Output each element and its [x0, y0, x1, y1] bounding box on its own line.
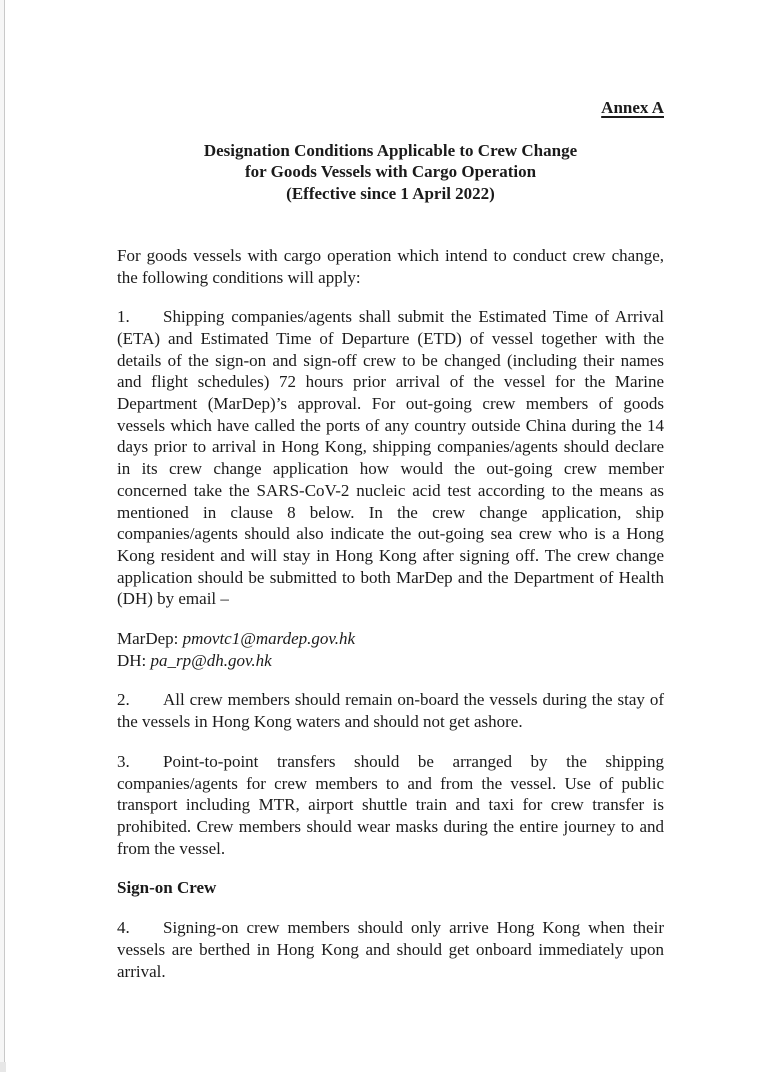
page-left-edge-end [0, 1062, 6, 1072]
section-heading-sign-on-crew: Sign-on Crew [117, 878, 217, 898]
clause-2-text: All crew members should remain on-board the vessels during the stay of the vessels in Hong Kong waters and should not get ashore. [117, 690, 664, 732]
clause-3-text: Point-to-point transfers should be arranged by the shipping companies/agents for crew members to and from the vessel. Use of public transport including MTR, airport shuttle train and taxi for crew transfer is prohibited. Crew members should wear masks during the entire journey to and from the vessel. [117, 751, 664, 858]
contact-emails [117, 628, 664, 671]
contact-dh-label: DH: [117, 650, 147, 670]
clause-4-text: Signing-on crew members should only arrive Hong Kong when their vessels are berthed in Hong Kong and should get onboard immediately upon arrival. [117, 918, 664, 981]
document-title [117, 140, 664, 205]
contact-dh-email: pa_rp@dh.gov.hk [150, 650, 272, 670]
contact-mardep [117, 628, 664, 650]
contact-dh [117, 650, 664, 672]
page-left-edge [0, 0, 5, 1062]
clause-3-number: 3. [117, 751, 130, 771]
clause-4-number: 4. [117, 918, 130, 938]
annex-label: Annex A [601, 98, 664, 117]
clause-4 [117, 917, 664, 982]
clause-1-text: Shipping companies/agents shall submit the Estimated Time of Arrival (ETA) and Estimated Time of Departure (ETD) of vessel together with the details of the sign-on and sign-off crew to be changed (including their names and flight schedules) 72 hours prior arrival of the vessel for the Marine Department (MarDep)’s approval. For out-going crew members of goods vessels which have called the ports of any country outside China during the 14 days prior to arrival in Hong Kong, shipping companies/agents should declare in its crew change application how would the out-going crew member concerned take the SARS-CoV-2 nucleic acid test according to the means as mentioned in clause 8 below. In the crew change application, ship companies/agents should also indicate the out-going sea crew who is a Hong Kong resident and will stay in Hong Kong after signing off. The crew change application should be submitted to both MarDep and the Department of Health (DH) by email – [117, 307, 664, 609]
title-line-1: Designation Conditions Applicable to Crew Change [203, 140, 578, 160]
clause-1 [117, 306, 664, 610]
document-content [117, 97, 664, 982]
intro-paragraph: For goods vessels with cargo operation which intend to conduct crew change, the following conditions will apply: [117, 245, 664, 287]
title-line-2: for Goods Vessels with Cargo Operation [244, 162, 537, 182]
contact-mardep-label: MarDep: [117, 629, 179, 649]
clause-1-number: 1. [117, 307, 130, 327]
clause-2 [117, 689, 664, 732]
title-line-3: (Effective since 1 April 2022) [286, 184, 495, 204]
clause-2-number: 2. [117, 690, 130, 710]
clause-3 [117, 751, 664, 860]
contact-mardep-email: pmovtc1@mardep.gov.hk [182, 629, 355, 649]
